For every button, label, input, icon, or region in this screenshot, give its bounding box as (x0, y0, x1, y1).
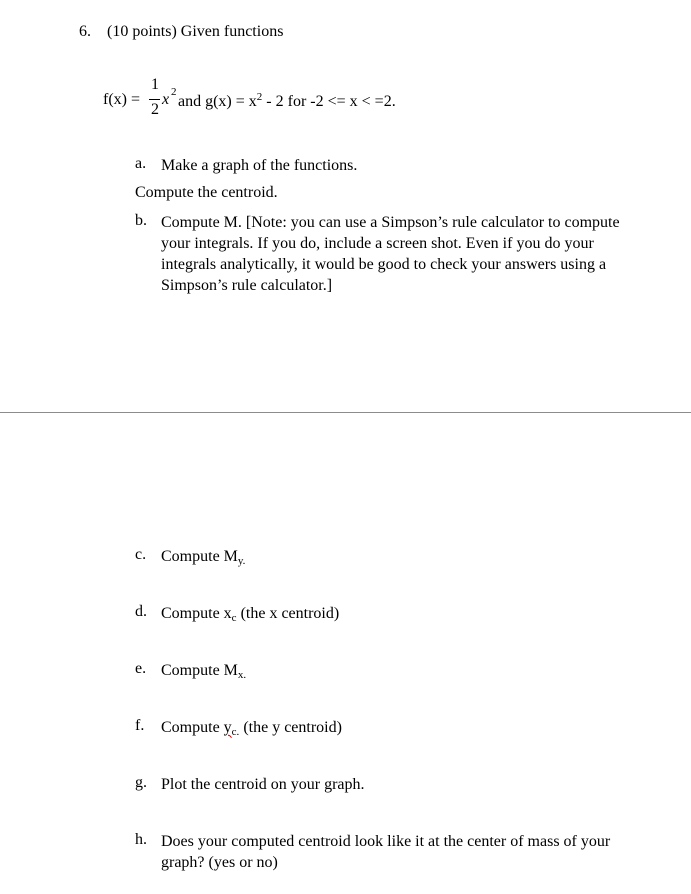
item-e-sub: x. (237, 669, 247, 681)
item-f-y: y (223, 719, 232, 736)
formula-tail: - 2 for -2 <= x < =2. (262, 93, 396, 110)
fraction-denominator: 2 (151, 101, 159, 118)
fraction-numerator: 1 (151, 76, 159, 93)
centroid-line: Compute the centroid. (135, 184, 278, 201)
item-f-label: f. (135, 717, 145, 734)
item-e-main: Compute M (161, 662, 238, 679)
problem-title: (10 points) Given functions (107, 23, 284, 40)
fraction-bar (149, 99, 160, 100)
item-d (135, 603, 675, 625)
item-f-text (161, 717, 342, 743)
item-g-label: g. (135, 774, 147, 791)
item-c (135, 546, 675, 568)
item-c-label: c. (135, 546, 147, 563)
item-g-text: Plot the centroid on your graph. (161, 776, 365, 793)
item-c-text (161, 546, 245, 572)
item-h-line-1: Does your computed centroid look like it at the center of mass of your (161, 833, 611, 850)
formula-middle (178, 91, 396, 111)
page-break-divider (0, 412, 691, 413)
item-f-sub: c. (231, 726, 240, 738)
item-b-line-4: Simpson’s rule calculator.] (161, 277, 333, 294)
item-d-text (161, 603, 339, 629)
item-a-text: Make a graph of the functions. (161, 157, 358, 174)
item-b-line-2: your integrals. If you do, include a screen shot. Even if you do your (161, 235, 594, 252)
item-h-line-2: graph? (yes or no) (161, 854, 278, 871)
item-e-text (161, 660, 246, 686)
item-d-sub: c (231, 612, 237, 624)
item-b-line-1: Compute M. [Note: you can use a Simpson’s rule calculator to compute (161, 214, 620, 231)
variable-x: x (162, 91, 170, 108)
item-c-sub: y. (237, 555, 246, 567)
problem-number: 6. (79, 23, 91, 40)
item-e-label: e. (135, 660, 147, 677)
item-b (135, 212, 675, 302)
problem-heading (79, 23, 283, 41)
exponent-2b: 2 (256, 91, 263, 103)
item-a-label: a. (135, 155, 147, 172)
item-f-post: (the y centroid) (239, 719, 342, 736)
spellcheck-underline (224, 719, 240, 736)
exponent-2: 2 (171, 86, 177, 98)
f-lhs: f(x) = (103, 91, 141, 108)
item-h (135, 831, 675, 875)
item-c-main: Compute M (161, 548, 238, 565)
item-d-label: d. (135, 603, 147, 620)
item-e (135, 660, 675, 682)
formula-middle-text: and g(x) = x (178, 93, 257, 110)
item-d-post: (the x centroid) (236, 605, 340, 622)
item-b-line-3: integrals analytically, it would be good to check your answers using a (161, 256, 607, 273)
item-h-label: h. (135, 831, 147, 848)
item-d-pre: Compute x (161, 605, 232, 622)
item-b-label: b. (135, 212, 147, 229)
item-f-pre: Compute (161, 719, 224, 736)
item-g (135, 774, 675, 796)
item-a (135, 155, 675, 177)
item-f (135, 717, 675, 739)
